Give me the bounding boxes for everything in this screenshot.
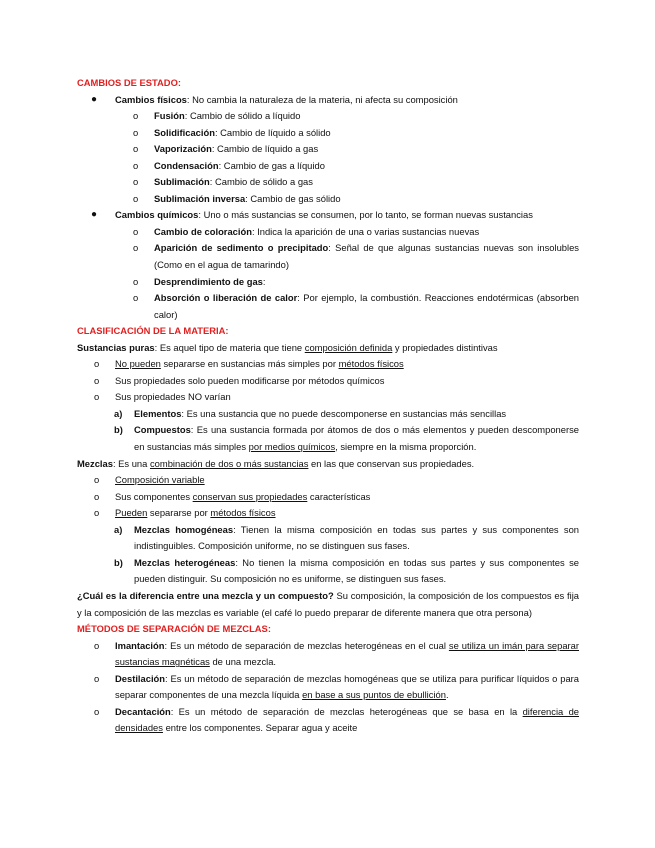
text-run: : Es aquel tipo de materia que tiene bbox=[154, 341, 305, 353]
document-body bbox=[77, 75, 579, 737]
underlined-text: Pueden bbox=[115, 507, 148, 519]
definition: : No tienen la misma composición en todas sus partes y sus componentes se pueden distinguir. Su composición no es uniforme, se distinguen sus fases. bbox=[134, 556, 579, 585]
list-item-destilacion bbox=[77, 671, 579, 704]
section-heading-clasificacion: CLASIFICACIÓN DE LA MATERIA: bbox=[77, 325, 229, 337]
term: Condensación bbox=[154, 159, 219, 171]
list-marker: a) bbox=[114, 407, 123, 419]
text-run: entre los componentes. Separar agua y aceite bbox=[162, 722, 358, 734]
circle-bullet: o bbox=[133, 275, 139, 287]
underlined-text: se utiliza un imán para separar sustancias magnéticas bbox=[115, 639, 579, 668]
circle-bullet: o bbox=[133, 292, 139, 304]
text-run: Sus componentes bbox=[115, 490, 193, 502]
list-item-conservan-propiedades bbox=[77, 489, 579, 506]
definition: : Uno o más sustancias se consumen, por lo tanto, se forman nuevas sustancias bbox=[198, 209, 533, 221]
term: Cambios físicos bbox=[115, 93, 187, 105]
definition: : Es un método de separación de mezclas heterogéneas en el cual bbox=[164, 639, 449, 651]
list-item-sublimacion-inversa bbox=[77, 191, 579, 208]
definition: : Por ejemplo, la combustión. Reacciones endotérmicas (absorben calor) bbox=[154, 292, 579, 320]
bullet-dot: ● bbox=[91, 93, 98, 105]
term: Sublimación bbox=[154, 176, 210, 188]
definition: : bbox=[262, 275, 266, 287]
circle-bullet: o bbox=[133, 192, 139, 204]
underlined-text: en base a sus puntos de ebullición bbox=[302, 689, 446, 701]
term: Cambios químicos bbox=[115, 209, 199, 221]
circle-bullet: o bbox=[94, 672, 100, 684]
definition: : No cambia la naturaleza de la materia, ni afecta su composición bbox=[186, 93, 458, 105]
definition: : Cambio de sólido a líquido bbox=[184, 110, 301, 122]
text-run: : Es una bbox=[112, 457, 150, 469]
list-item-propiedades-quimicos bbox=[77, 373, 579, 390]
circle-bullet: o bbox=[94, 639, 100, 651]
underlined-text: combinación de dos o más sustancias bbox=[149, 457, 309, 469]
list-item-mezclas-homogeneas bbox=[77, 522, 579, 555]
definition: : Es un método de separación de mezclas homogéneas que se utiliza para purificar líquidos o para separar componentes de una mezcla líquida bbox=[115, 672, 579, 701]
list-marker: b) bbox=[114, 556, 123, 568]
list-item-absorcion-calor bbox=[77, 290, 579, 323]
term: Aparición de sedimento o precipitado bbox=[154, 242, 329, 254]
underlined-text: Composición variable bbox=[115, 474, 205, 486]
definition: : Es una sustancia que no puede descomponerse en sustancias más sencillas bbox=[181, 407, 507, 419]
bullet-cambios-quimicos bbox=[77, 207, 579, 224]
text-run: Sus propiedades NO varían bbox=[115, 391, 231, 403]
list-item-propiedades-no-varian bbox=[77, 389, 579, 406]
circle-bullet: o bbox=[133, 225, 139, 237]
circle-bullet: o bbox=[94, 474, 100, 486]
term: Decantación bbox=[115, 705, 171, 717]
definition: : Indica la aparición de una o varias sustancias nuevas bbox=[251, 225, 480, 237]
section-heading-metodos-separacion: MÉTODOS DE SEPARACIÓN DE MEZCLAS: bbox=[77, 623, 271, 635]
text-run: , siempre en la misma proporción. bbox=[335, 441, 477, 453]
term: Sustancias puras bbox=[77, 341, 155, 353]
paragraph-pregunta-diferencia bbox=[77, 588, 579, 621]
definition: : Cambio de gas sólido bbox=[245, 192, 341, 204]
circle-bullet: o bbox=[133, 159, 139, 171]
term: Mezclas heterogéneas bbox=[134, 556, 236, 568]
list-item-composicion-variable bbox=[77, 472, 579, 489]
circle-bullet: o bbox=[94, 490, 100, 502]
term: Sublimación inversa bbox=[154, 192, 246, 204]
list-item-compuestos bbox=[77, 422, 579, 455]
term: Mezclas bbox=[77, 457, 113, 469]
text-run: y propiedades distintivas bbox=[392, 341, 498, 353]
term: Desprendimiento de gas bbox=[154, 275, 263, 287]
text-run: características bbox=[307, 490, 371, 502]
definition: : Cambio de líquido a gas bbox=[211, 143, 319, 155]
list-item-condensacion bbox=[77, 158, 579, 175]
text-run: separarse en sustancias más simples por bbox=[160, 358, 339, 370]
circle-bullet: o bbox=[94, 705, 100, 717]
term: Imantación bbox=[115, 639, 165, 651]
list-item-cambio-coloracion bbox=[77, 224, 579, 241]
list-item-decantacion bbox=[77, 704, 579, 737]
circle-bullet: o bbox=[133, 176, 139, 188]
definition: : Tienen la misma composición en todas sus partes y sus componentes son indistinguibles. Composición uniforme, no se distinguen sus fases. bbox=[134, 523, 579, 552]
list-marker: a) bbox=[114, 523, 123, 535]
list-item-fusion bbox=[77, 108, 579, 125]
definition: : Señal de que algunas sustancias nuevas son insolubles (Como en el agua de tamarindo) bbox=[154, 242, 579, 271]
term: Cambio de coloración bbox=[154, 225, 252, 237]
text-run: . bbox=[445, 689, 449, 701]
definition: : Cambio de líquido a sólido bbox=[214, 126, 331, 138]
text-run: separarse por bbox=[147, 507, 211, 519]
underlined-text: métodos físicos bbox=[338, 358, 404, 370]
list-item-pueden-separarse bbox=[77, 505, 579, 522]
definition: : Es una sustancia formada por átomos de dos o más elementos y pueden descomponerse en sustancias más simples bbox=[134, 424, 579, 453]
definition: : Cambio de gas a líquido bbox=[218, 159, 325, 171]
term: Elementos bbox=[134, 407, 182, 419]
list-item-imantacion bbox=[77, 638, 579, 671]
underlined-text: No pueden bbox=[115, 358, 161, 370]
list-item-elementos bbox=[77, 406, 579, 423]
section-heading-cambios-de-estado: CAMBIOS DE ESTADO: bbox=[77, 77, 181, 88]
circle-bullet: o bbox=[94, 374, 100, 386]
bullet-dot: ● bbox=[91, 209, 98, 221]
circle-bullet: o bbox=[133, 242, 139, 254]
term: Absorción o liberación de calor bbox=[154, 292, 298, 304]
list-item-solidificacion bbox=[77, 125, 579, 142]
text-run: de una mezcla. bbox=[209, 656, 277, 668]
term: Solidificación bbox=[154, 126, 215, 138]
circle-bullet: o bbox=[94, 507, 100, 519]
underlined-text: por medios químicos bbox=[248, 441, 336, 453]
underlined-text: composición definida bbox=[304, 341, 393, 353]
text-run: en las que conservan sus propiedades. bbox=[308, 457, 475, 469]
circle-bullet: o bbox=[94, 391, 100, 403]
circle-bullet: o bbox=[133, 110, 139, 122]
list-item-sublimacion bbox=[77, 174, 579, 191]
list-marker: b) bbox=[114, 424, 123, 436]
answer: Su composición, la composición de los compuestos es fija y la composición de las mezclas es variable (el café lo puedo preparar de diferente manera que otra persona) bbox=[77, 589, 579, 618]
underlined-text: conservan sus propiedades bbox=[192, 490, 308, 502]
term: Compuestos bbox=[134, 424, 191, 436]
term: Fusión bbox=[154, 110, 185, 122]
list-item-no-pueden-separarse bbox=[77, 356, 579, 373]
term: Vaporización bbox=[154, 143, 212, 155]
circle-bullet: o bbox=[133, 143, 139, 155]
list-item-mezclas-heterogeneas bbox=[77, 555, 579, 588]
list-item-desprendimiento-gas bbox=[77, 274, 579, 291]
definition: : Cambio de sólido a gas bbox=[209, 176, 313, 188]
underlined-text: diferencia de densidades bbox=[115, 705, 579, 734]
underlined-text: métodos físicos bbox=[210, 507, 276, 519]
list-item-sedimento bbox=[77, 240, 579, 273]
paragraph-sustancias-puras bbox=[77, 340, 579, 357]
circle-bullet: o bbox=[94, 358, 100, 370]
question: ¿Cuál es la diferencia entre una mezcla y un compuesto? bbox=[77, 589, 334, 601]
bullet-cambios-fisicos bbox=[77, 92, 579, 109]
circle-bullet: o bbox=[133, 126, 139, 138]
definition: : Es un método de separación de mezclas heterogéneas que se basa en la bbox=[170, 705, 523, 717]
term: Mezclas homogéneas bbox=[134, 523, 234, 535]
paragraph-mezclas bbox=[77, 456, 579, 473]
list-item-vaporizacion bbox=[77, 141, 579, 158]
text-run: Sus propiedades solo pueden modificarse por métodos químicos bbox=[115, 374, 385, 386]
term: Destilación bbox=[115, 672, 166, 684]
